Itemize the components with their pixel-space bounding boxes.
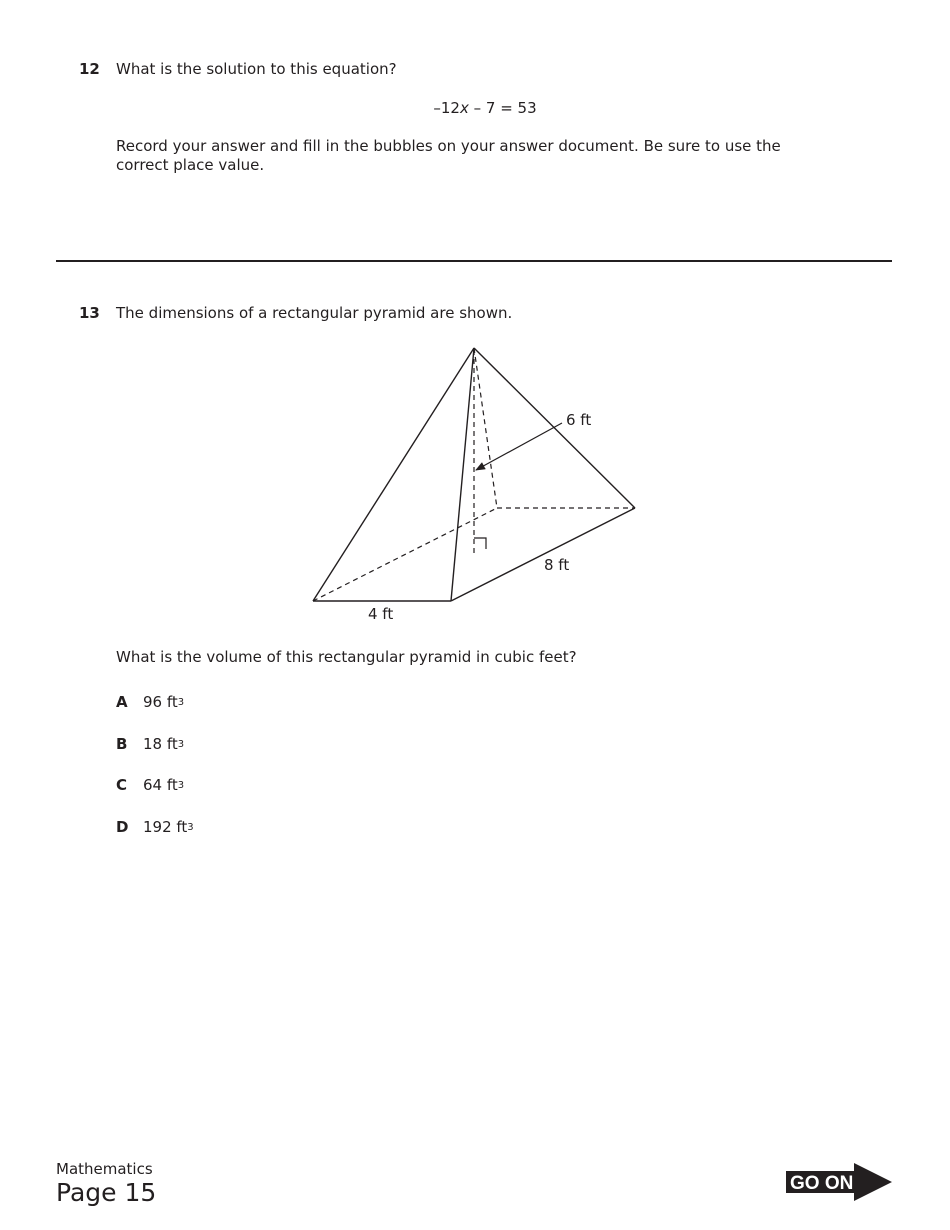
choice-exponent: 3: [177, 697, 185, 708]
choice-value: 64 ft: [143, 776, 178, 794]
height-pointer-arrow: [476, 423, 562, 470]
hidden-base-left: [313, 508, 497, 601]
height-label: 6 ft: [566, 411, 592, 429]
edge-left: [313, 348, 474, 601]
question-12-number: 12: [79, 60, 100, 78]
width-label: 4 ft: [368, 605, 394, 623]
equation-right: – 7 = 53: [468, 99, 537, 117]
equation-left: –12: [433, 99, 460, 117]
choice-value: 192 ft: [143, 818, 188, 836]
equation-variable: x: [459, 99, 469, 117]
choice-a[interactable]: [116, 693, 184, 711]
base-right: [451, 508, 635, 601]
question-13-number: 13: [79, 304, 100, 322]
page-number: Page 15: [56, 1178, 157, 1207]
choice-exponent: 3: [187, 822, 194, 833]
choice-letter: C: [116, 776, 128, 794]
footer-subject: Mathematics: [56, 1160, 153, 1178]
pyramid-edges: [313, 348, 635, 601]
length-label: 8 ft: [544, 556, 570, 574]
edge-front: [451, 348, 474, 601]
instruction-line-1: Record your answer and fill in the bubbles on your answer document. Be sure to use the: [116, 137, 781, 155]
choice-d[interactable]: [116, 818, 194, 836]
hidden-edges: [313, 348, 635, 601]
question-13-prompt: The dimensions of a rectangular pyramid are shown.: [116, 304, 513, 322]
choice-letter: B: [116, 735, 128, 753]
question-12-prompt: What is the solution to this equation?: [116, 60, 397, 78]
hidden-edge-back: [474, 348, 497, 508]
edge-right: [474, 348, 635, 508]
choice-exponent: 3: [177, 780, 185, 791]
choice-letter: A: [116, 693, 128, 711]
go-on-arrow[interactable]: [786, 1163, 892, 1201]
choice-exponent: 3: [177, 739, 185, 750]
question-13-question: What is the volume of this rectangular pyramid in cubic feet?: [116, 648, 577, 666]
right-angle-mark: [474, 538, 486, 549]
choice-letter: D: [116, 818, 129, 836]
instruction-line-2: correct place value.: [116, 156, 265, 174]
choice-value: 18 ft: [143, 735, 178, 753]
choice-b[interactable]: [116, 735, 184, 753]
go-on-label: GO ON: [790, 1173, 854, 1194]
choice-value: 96 ft: [143, 693, 178, 711]
choice-c[interactable]: [116, 776, 184, 794]
